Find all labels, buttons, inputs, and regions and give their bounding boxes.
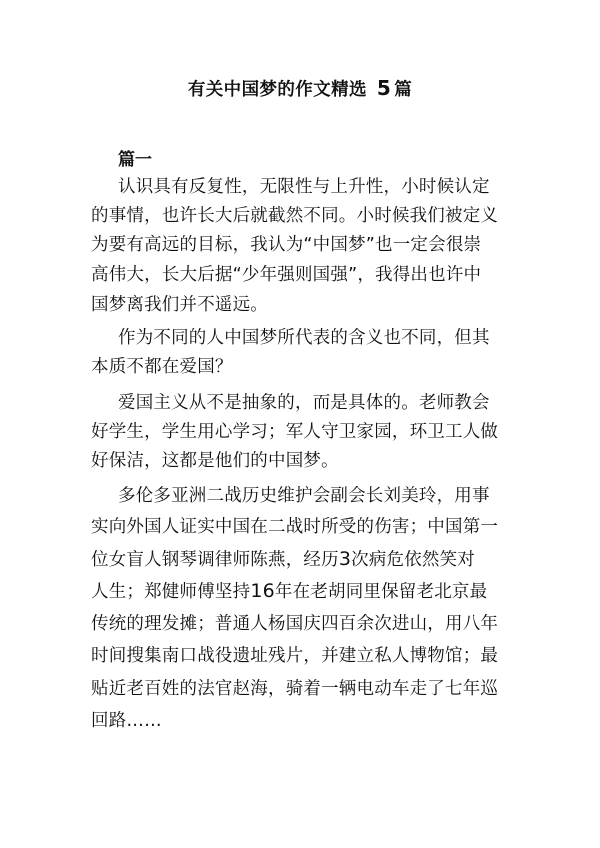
paragraph-4-line-1: 多伦多亚洲二战历史维护会副会长刘美玲，用事 <box>118 486 490 506</box>
paragraph-1-line-2: 的事情，也许长大后就截然不同。小时候我们被定义 <box>91 206 499 226</box>
paragraph-4-line-3 <box>91 548 531 571</box>
paragraph-2-line-1: 作为不同的人中国梦所代表的含义也不同，但其 <box>118 328 490 348</box>
title-unit: 篇 <box>394 80 413 100</box>
title-number: 5 <box>376 76 392 100</box>
paragraph-4-line-7: 贴近老百姓的法官赵海，骑着一辆电动车走了七年巡 <box>91 679 499 699</box>
paragraph-4-line-3-b: 次病危依然笑对 <box>351 550 476 570</box>
paragraph-2-line-2: 本质不都在爱国？ <box>91 357 233 377</box>
paragraph-1-line-4: 高伟大，长大后据“少年强则国强”，我得出也许中 <box>91 265 482 285</box>
paragraph-1-line-1: 认识具有反复性，无限性与上升性，小时候认定 <box>118 177 490 197</box>
paragraph-4-line-4 <box>91 580 531 603</box>
section-heading: 篇一 <box>118 150 152 170</box>
paragraph-4-number-3: 3 <box>338 548 352 570</box>
title-text: 有关中国梦的作文精选 <box>187 80 367 100</box>
paragraph-4-number-16: 16 <box>250 580 275 602</box>
paragraph-3-line-2: 好学生，学生用心学习；军人守卫家园，环卫工人做 <box>91 422 499 442</box>
paragraph-4-line-5: 传统的理发摊；普通人杨国庆四百余次进山，用八年 <box>91 614 499 634</box>
paragraph-3-line-1: 爱国主义从不是抽象的，而是具体的。老师教会 <box>118 393 490 413</box>
paragraph-4-line-2: 实向外国人证实中国在二战时所受的伤害；中国第一 <box>91 517 499 537</box>
paragraph-4-line-4-b: 年在老胡同里保留老北京最 <box>274 582 488 602</box>
paragraph-4-line-3-a: 位女盲人钢琴调律师陈燕，经历 <box>91 550 339 570</box>
paragraph-1-line-5: 国梦离我们并不遥远。 <box>91 295 268 315</box>
paragraph-1-line-3: 为要有高远的目标，我认为“中国梦”也一定会很崇 <box>91 235 482 255</box>
paragraph-3-line-3: 好保洁，这都是他们的中国梦。 <box>91 451 339 471</box>
document-title <box>0 76 600 101</box>
paragraph-4-line-4-a: 人生；郑健师傅坚持 <box>91 582 251 602</box>
paragraph-4-line-6: 时间搜集南口战役遗址残片，并建立私人博物馆；最 <box>91 646 499 666</box>
paragraph-4-line-8: 回路…… <box>91 711 162 731</box>
